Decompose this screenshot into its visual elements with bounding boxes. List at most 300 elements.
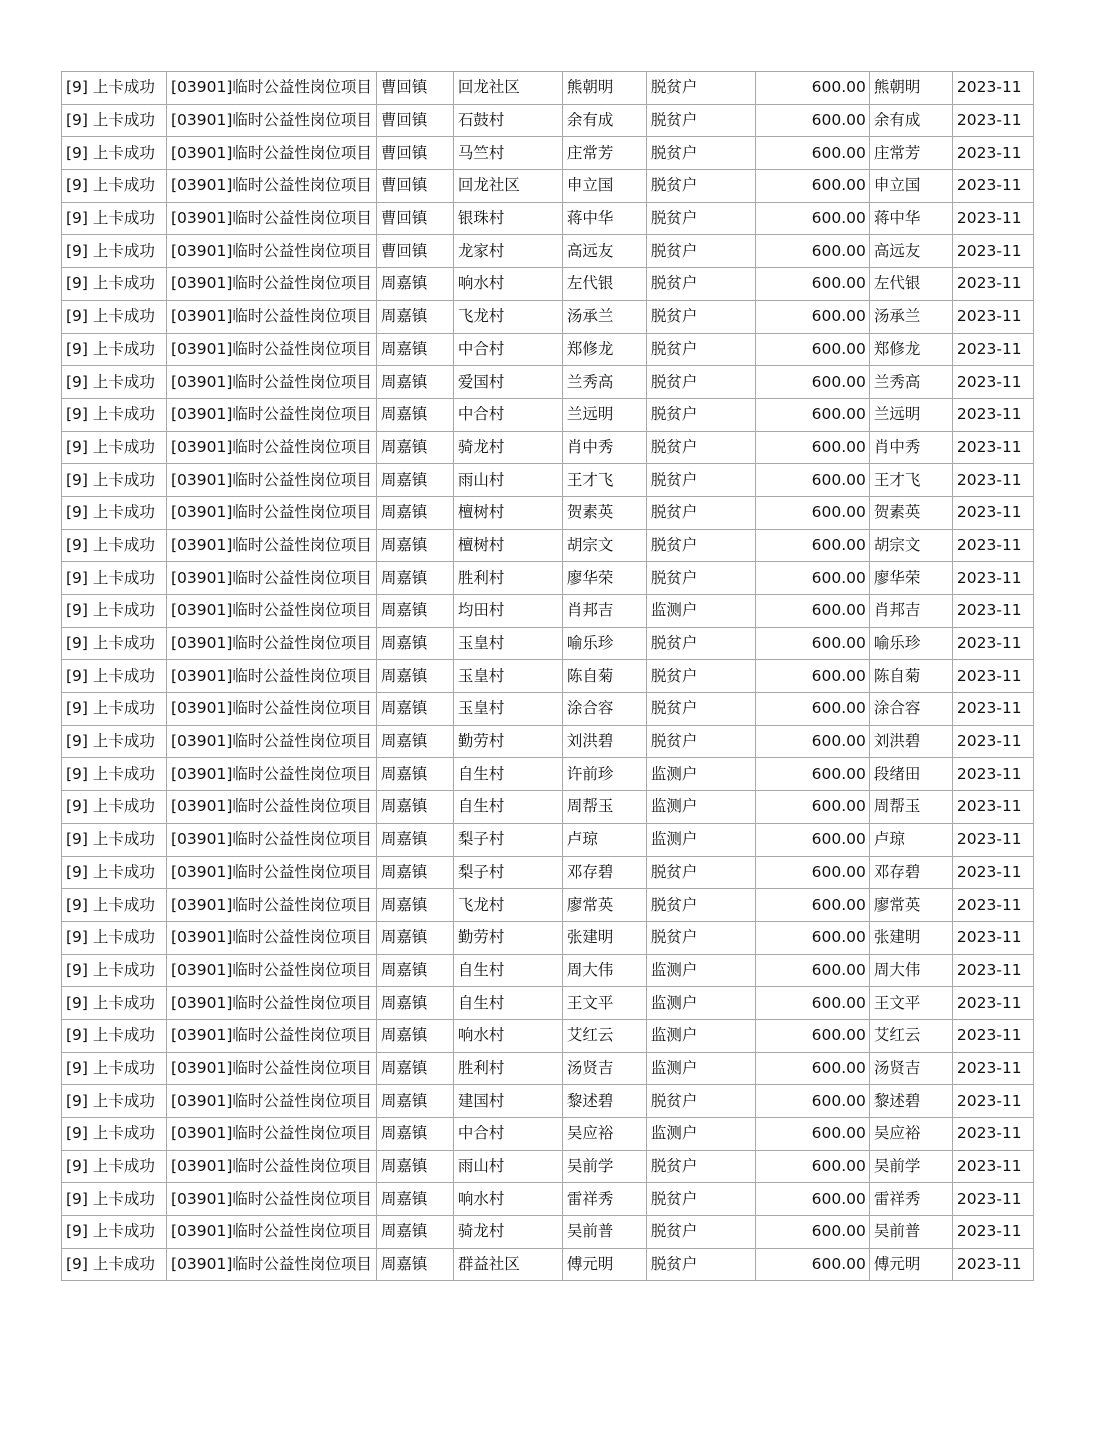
town-cell: 周嘉镇 [376, 1085, 453, 1118]
period-cell: 2023-11 [952, 137, 1033, 170]
table-row [62, 1150, 1034, 1183]
period-cell: 2023-11 [952, 366, 1033, 399]
village-cell: 玉皇村 [453, 627, 562, 660]
status-cell: [9] 上卡成功 [62, 170, 167, 203]
table-row [62, 137, 1034, 170]
household-type-cell: 脱贫户 [646, 268, 755, 301]
status-cell: [9] 上卡成功 [62, 595, 167, 628]
amount-cell: 600.00 [755, 1183, 869, 1216]
period-cell: 2023-11 [952, 1019, 1033, 1052]
status-cell: [9] 上卡成功 [62, 1052, 167, 1085]
project-cell: [03901]临时公益性岗位项目 [167, 987, 377, 1020]
household-type-cell: 脱贫户 [646, 725, 755, 758]
project-cell: [03901]临时公益性岗位项目 [167, 137, 377, 170]
project-cell: [03901]临时公益性岗位项目 [167, 725, 377, 758]
period-cell: 2023-11 [952, 464, 1033, 497]
project-cell: [03901]临时公益性岗位项目 [167, 300, 377, 333]
table-row [62, 1183, 1034, 1216]
village-cell: 群益社区 [453, 1248, 562, 1281]
amount-cell: 600.00 [755, 627, 869, 660]
status-cell: [9] 上卡成功 [62, 921, 167, 954]
table-row [62, 1118, 1034, 1151]
payee-cell: 兰远明 [869, 398, 952, 431]
name-cell: 王文平 [562, 987, 646, 1020]
status-cell: [9] 上卡成功 [62, 562, 167, 595]
table-row [62, 235, 1034, 268]
period-cell: 2023-11 [952, 660, 1033, 693]
project-cell: [03901]临时公益性岗位项目 [167, 954, 377, 987]
household-type-cell: 脱贫户 [646, 1248, 755, 1281]
village-cell: 龙家村 [453, 235, 562, 268]
name-cell: 庄常芳 [562, 137, 646, 170]
household-type-cell: 脱贫户 [646, 921, 755, 954]
table-row [62, 758, 1034, 791]
household-type-cell: 监测户 [646, 595, 755, 628]
status-cell: [9] 上卡成功 [62, 268, 167, 301]
status-cell: [9] 上卡成功 [62, 1248, 167, 1281]
amount-cell: 600.00 [755, 758, 869, 791]
status-cell: [9] 上卡成功 [62, 529, 167, 562]
table-row [62, 889, 1034, 922]
town-cell: 周嘉镇 [376, 1019, 453, 1052]
table-row [62, 170, 1034, 203]
household-type-cell: 脱贫户 [646, 856, 755, 889]
name-cell: 陈自菊 [562, 660, 646, 693]
village-cell: 飞龙村 [453, 889, 562, 922]
period-cell: 2023-11 [952, 791, 1033, 824]
amount-cell: 600.00 [755, 137, 869, 170]
table-row [62, 268, 1034, 301]
town-cell: 曹回镇 [376, 137, 453, 170]
project-cell: [03901]临时公益性岗位项目 [167, 72, 377, 105]
amount-cell: 600.00 [755, 170, 869, 203]
project-cell: [03901]临时公益性岗位项目 [167, 1150, 377, 1183]
household-type-cell: 监测户 [646, 954, 755, 987]
payee-cell: 陈自菊 [869, 660, 952, 693]
household-type-cell: 脱贫户 [646, 1150, 755, 1183]
period-cell: 2023-11 [952, 431, 1033, 464]
period-cell: 2023-11 [952, 954, 1033, 987]
period-cell: 2023-11 [952, 170, 1033, 203]
town-cell: 周嘉镇 [376, 562, 453, 595]
status-cell: [9] 上卡成功 [62, 1183, 167, 1216]
household-type-cell: 脱贫户 [646, 660, 755, 693]
name-cell: 肖中秀 [562, 431, 646, 464]
village-cell: 回龙社区 [453, 170, 562, 203]
table-row [62, 300, 1034, 333]
period-cell: 2023-11 [952, 333, 1033, 366]
payee-cell: 傅元明 [869, 1248, 952, 1281]
period-cell: 2023-11 [952, 1248, 1033, 1281]
amount-cell: 600.00 [755, 104, 869, 137]
table-row [62, 1052, 1034, 1085]
period-cell: 2023-11 [952, 268, 1033, 301]
table-row [62, 921, 1034, 954]
town-cell: 周嘉镇 [376, 268, 453, 301]
status-cell: [9] 上卡成功 [62, 496, 167, 529]
village-cell: 胜利村 [453, 562, 562, 595]
status-cell: [9] 上卡成功 [62, 954, 167, 987]
household-type-cell: 脱贫户 [646, 398, 755, 431]
period-cell: 2023-11 [952, 398, 1033, 431]
household-type-cell: 脱贫户 [646, 235, 755, 268]
table-row [62, 660, 1034, 693]
household-type-cell: 脱贫户 [646, 202, 755, 235]
table-row [62, 529, 1034, 562]
status-cell: [9] 上卡成功 [62, 823, 167, 856]
town-cell: 周嘉镇 [376, 529, 453, 562]
name-cell: 艾红云 [562, 1019, 646, 1052]
payee-cell: 贺素英 [869, 496, 952, 529]
payee-cell: 蒋中华 [869, 202, 952, 235]
town-cell: 周嘉镇 [376, 1248, 453, 1281]
payee-cell: 周帮玉 [869, 791, 952, 824]
name-cell: 邓存碧 [562, 856, 646, 889]
status-cell: [9] 上卡成功 [62, 300, 167, 333]
town-cell: 周嘉镇 [376, 1118, 453, 1151]
project-cell: [03901]临时公益性岗位项目 [167, 627, 377, 660]
status-cell: [9] 上卡成功 [62, 398, 167, 431]
payee-cell: 涂合容 [869, 693, 952, 726]
status-cell: [9] 上卡成功 [62, 1019, 167, 1052]
amount-cell: 600.00 [755, 496, 869, 529]
period-cell: 2023-11 [952, 1085, 1033, 1118]
village-cell: 中合村 [453, 333, 562, 366]
name-cell: 汤承兰 [562, 300, 646, 333]
village-cell: 骑龙村 [453, 1216, 562, 1249]
payee-cell: 张建明 [869, 921, 952, 954]
amount-cell: 600.00 [755, 366, 869, 399]
amount-cell: 600.00 [755, 464, 869, 497]
period-cell: 2023-11 [952, 921, 1033, 954]
name-cell: 余有成 [562, 104, 646, 137]
project-cell: [03901]临时公益性岗位项目 [167, 268, 377, 301]
table-row [62, 725, 1034, 758]
household-type-cell: 脱贫户 [646, 1085, 755, 1118]
period-cell: 2023-11 [952, 529, 1033, 562]
household-type-cell: 监测户 [646, 1019, 755, 1052]
table-row [62, 1216, 1034, 1249]
payee-cell: 左代银 [869, 268, 952, 301]
status-cell: [9] 上卡成功 [62, 1216, 167, 1249]
village-cell: 爱国村 [453, 366, 562, 399]
period-cell: 2023-11 [952, 1118, 1033, 1151]
period-cell: 2023-11 [952, 987, 1033, 1020]
village-cell: 自生村 [453, 758, 562, 791]
town-cell: 周嘉镇 [376, 693, 453, 726]
status-cell: [9] 上卡成功 [62, 1118, 167, 1151]
project-cell: [03901]临时公益性岗位项目 [167, 1248, 377, 1281]
name-cell: 肖邦吉 [562, 595, 646, 628]
payee-cell: 郑修龙 [869, 333, 952, 366]
status-cell: [9] 上卡成功 [62, 104, 167, 137]
project-cell: [03901]临时公益性岗位项目 [167, 170, 377, 203]
town-cell: 曹回镇 [376, 72, 453, 105]
name-cell: 周帮玉 [562, 791, 646, 824]
project-cell: [03901]临时公益性岗位项目 [167, 1019, 377, 1052]
amount-cell: 600.00 [755, 823, 869, 856]
village-cell: 飞龙村 [453, 300, 562, 333]
village-cell: 胜利村 [453, 1052, 562, 1085]
amount-cell: 600.00 [755, 954, 869, 987]
amount-cell: 600.00 [755, 1085, 869, 1118]
payee-cell: 王文平 [869, 987, 952, 1020]
table-row [62, 104, 1034, 137]
project-cell: [03901]临时公益性岗位项目 [167, 496, 377, 529]
name-cell: 卢琼 [562, 823, 646, 856]
village-cell: 梨子村 [453, 823, 562, 856]
project-cell: [03901]临时公益性岗位项目 [167, 889, 377, 922]
period-cell: 2023-11 [952, 823, 1033, 856]
household-type-cell: 脱贫户 [646, 562, 755, 595]
town-cell: 周嘉镇 [376, 758, 453, 791]
period-cell: 2023-11 [952, 693, 1033, 726]
village-cell: 玉皇村 [453, 693, 562, 726]
amount-cell: 600.00 [755, 431, 869, 464]
payee-cell: 周大伟 [869, 954, 952, 987]
amount-cell: 600.00 [755, 268, 869, 301]
amount-cell: 600.00 [755, 1248, 869, 1281]
table-row [62, 823, 1034, 856]
payee-cell: 喻乐珍 [869, 627, 952, 660]
project-cell: [03901]临时公益性岗位项目 [167, 464, 377, 497]
status-cell: [9] 上卡成功 [62, 889, 167, 922]
payee-cell: 肖邦吉 [869, 595, 952, 628]
project-cell: [03901]临时公益性岗位项目 [167, 856, 377, 889]
amount-cell: 600.00 [755, 1052, 869, 1085]
name-cell: 廖华荣 [562, 562, 646, 595]
period-cell: 2023-11 [952, 1216, 1033, 1249]
project-cell: [03901]临时公益性岗位项目 [167, 823, 377, 856]
name-cell: 涂合容 [562, 693, 646, 726]
town-cell: 曹回镇 [376, 170, 453, 203]
project-cell: [03901]临时公益性岗位项目 [167, 202, 377, 235]
table-row [62, 398, 1034, 431]
project-cell: [03901]临时公益性岗位项目 [167, 562, 377, 595]
town-cell: 周嘉镇 [376, 791, 453, 824]
table-row [62, 366, 1034, 399]
payee-cell: 廖常英 [869, 889, 952, 922]
town-cell: 周嘉镇 [376, 1052, 453, 1085]
table-row [62, 693, 1034, 726]
period-cell: 2023-11 [952, 72, 1033, 105]
village-cell: 勤劳村 [453, 921, 562, 954]
town-cell: 周嘉镇 [376, 1216, 453, 1249]
amount-cell: 600.00 [755, 202, 869, 235]
household-type-cell: 监测户 [646, 987, 755, 1020]
amount-cell: 600.00 [755, 562, 869, 595]
household-type-cell: 脱贫户 [646, 1216, 755, 1249]
household-type-cell: 监测户 [646, 1118, 755, 1151]
amount-cell: 600.00 [755, 1216, 869, 1249]
status-cell: [9] 上卡成功 [62, 333, 167, 366]
household-type-cell: 脱贫户 [646, 170, 755, 203]
amount-cell: 600.00 [755, 725, 869, 758]
household-type-cell: 脱贫户 [646, 693, 755, 726]
village-cell: 自生村 [453, 791, 562, 824]
name-cell: 吴前普 [562, 1216, 646, 1249]
payee-cell: 余有成 [869, 104, 952, 137]
village-cell: 均田村 [453, 595, 562, 628]
village-cell: 自生村 [453, 987, 562, 1020]
project-cell: [03901]临时公益性岗位项目 [167, 1216, 377, 1249]
town-cell: 周嘉镇 [376, 987, 453, 1020]
project-cell: [03901]临时公益性岗位项目 [167, 660, 377, 693]
table-row [62, 202, 1034, 235]
amount-cell: 600.00 [755, 856, 869, 889]
amount-cell: 600.00 [755, 1019, 869, 1052]
village-cell: 马竺村 [453, 137, 562, 170]
table-row [62, 595, 1034, 628]
amount-cell: 600.00 [755, 987, 869, 1020]
period-cell: 2023-11 [952, 562, 1033, 595]
project-cell: [03901]临时公益性岗位项目 [167, 1183, 377, 1216]
town-cell: 周嘉镇 [376, 660, 453, 693]
status-cell: [9] 上卡成功 [62, 137, 167, 170]
household-type-cell: 脱贫户 [646, 627, 755, 660]
period-cell: 2023-11 [952, 595, 1033, 628]
amount-cell: 600.00 [755, 595, 869, 628]
amount-cell: 600.00 [755, 1150, 869, 1183]
table-row [62, 431, 1034, 464]
status-cell: [9] 上卡成功 [62, 660, 167, 693]
town-cell: 曹回镇 [376, 235, 453, 268]
name-cell: 张建明 [562, 921, 646, 954]
project-cell: [03901]临时公益性岗位项目 [167, 104, 377, 137]
table-row [62, 1085, 1034, 1118]
amount-cell: 600.00 [755, 921, 869, 954]
name-cell: 许前珍 [562, 758, 646, 791]
status-cell: [9] 上卡成功 [62, 202, 167, 235]
status-cell: [9] 上卡成功 [62, 627, 167, 660]
project-cell: [03901]临时公益性岗位项目 [167, 1085, 377, 1118]
village-cell: 响水村 [453, 268, 562, 301]
household-type-cell: 脱贫户 [646, 366, 755, 399]
table-row [62, 791, 1034, 824]
household-type-cell: 脱贫户 [646, 431, 755, 464]
period-cell: 2023-11 [952, 889, 1033, 922]
name-cell: 王才飞 [562, 464, 646, 497]
payee-cell: 兰秀高 [869, 366, 952, 399]
name-cell: 周大伟 [562, 954, 646, 987]
project-cell: [03901]临时公益性岗位项目 [167, 791, 377, 824]
project-cell: [03901]临时公益性岗位项目 [167, 693, 377, 726]
town-cell: 周嘉镇 [376, 398, 453, 431]
amount-cell: 600.00 [755, 889, 869, 922]
payee-cell: 申立国 [869, 170, 952, 203]
village-cell: 雨山村 [453, 464, 562, 497]
household-type-cell: 监测户 [646, 791, 755, 824]
village-cell: 回龙社区 [453, 72, 562, 105]
village-cell: 骑龙村 [453, 431, 562, 464]
town-cell: 周嘉镇 [376, 1183, 453, 1216]
payee-cell: 肖中秀 [869, 431, 952, 464]
household-type-cell: 脱贫户 [646, 333, 755, 366]
table-row [62, 72, 1034, 105]
town-cell: 周嘉镇 [376, 300, 453, 333]
table-row [62, 954, 1034, 987]
village-cell: 中合村 [453, 1118, 562, 1151]
table-row [62, 496, 1034, 529]
amount-cell: 600.00 [755, 660, 869, 693]
town-cell: 周嘉镇 [376, 954, 453, 987]
village-cell: 梨子村 [453, 856, 562, 889]
status-cell: [9] 上卡成功 [62, 366, 167, 399]
name-cell: 兰秀高 [562, 366, 646, 399]
table-row [62, 856, 1034, 889]
payee-cell: 刘洪碧 [869, 725, 952, 758]
period-cell: 2023-11 [952, 758, 1033, 791]
village-cell: 响水村 [453, 1019, 562, 1052]
household-type-cell: 脱贫户 [646, 137, 755, 170]
village-cell: 响水村 [453, 1183, 562, 1216]
household-type-cell: 脱贫户 [646, 496, 755, 529]
name-cell: 吴应裕 [562, 1118, 646, 1151]
period-cell: 2023-11 [952, 1183, 1033, 1216]
table-body [62, 72, 1034, 1281]
status-cell: [9] 上卡成功 [62, 758, 167, 791]
name-cell: 兰远明 [562, 398, 646, 431]
name-cell: 吴前学 [562, 1150, 646, 1183]
payee-cell: 吴前普 [869, 1216, 952, 1249]
household-type-cell: 脱贫户 [646, 529, 755, 562]
payee-cell: 熊朝明 [869, 72, 952, 105]
project-cell: [03901]临时公益性岗位项目 [167, 398, 377, 431]
household-type-cell: 脱贫户 [646, 300, 755, 333]
town-cell: 周嘉镇 [376, 333, 453, 366]
status-cell: [9] 上卡成功 [62, 987, 167, 1020]
status-cell: [9] 上卡成功 [62, 725, 167, 758]
table-row [62, 987, 1034, 1020]
payee-cell: 汤承兰 [869, 300, 952, 333]
period-cell: 2023-11 [952, 856, 1033, 889]
household-type-cell: 脱贫户 [646, 889, 755, 922]
period-cell: 2023-11 [952, 202, 1033, 235]
period-cell: 2023-11 [952, 235, 1033, 268]
period-cell: 2023-11 [952, 104, 1033, 137]
payment-table [61, 71, 1034, 1281]
village-cell: 勤劳村 [453, 725, 562, 758]
name-cell: 申立国 [562, 170, 646, 203]
project-cell: [03901]临时公益性岗位项目 [167, 366, 377, 399]
payee-cell: 庄常芳 [869, 137, 952, 170]
town-cell: 周嘉镇 [376, 496, 453, 529]
name-cell: 胡宗文 [562, 529, 646, 562]
status-cell: [9] 上卡成功 [62, 791, 167, 824]
household-type-cell: 脱贫户 [646, 104, 755, 137]
project-cell: [03901]临时公益性岗位项目 [167, 431, 377, 464]
project-cell: [03901]临时公益性岗位项目 [167, 235, 377, 268]
table-row [62, 333, 1034, 366]
payee-cell: 胡宗文 [869, 529, 952, 562]
town-cell: 周嘉镇 [376, 464, 453, 497]
household-type-cell: 监测户 [646, 758, 755, 791]
status-cell: [9] 上卡成功 [62, 235, 167, 268]
name-cell: 刘洪碧 [562, 725, 646, 758]
payee-cell: 汤贤吉 [869, 1052, 952, 1085]
status-cell: [9] 上卡成功 [62, 1150, 167, 1183]
village-cell: 玉皇村 [453, 660, 562, 693]
village-cell: 石鼓村 [453, 104, 562, 137]
amount-cell: 600.00 [755, 398, 869, 431]
payee-cell: 段绪田 [869, 758, 952, 791]
period-cell: 2023-11 [952, 725, 1033, 758]
project-cell: [03901]临时公益性岗位项目 [167, 1118, 377, 1151]
payee-cell: 邓存碧 [869, 856, 952, 889]
table-row [62, 1248, 1034, 1281]
payee-cell: 艾红云 [869, 1019, 952, 1052]
town-cell: 周嘉镇 [376, 725, 453, 758]
